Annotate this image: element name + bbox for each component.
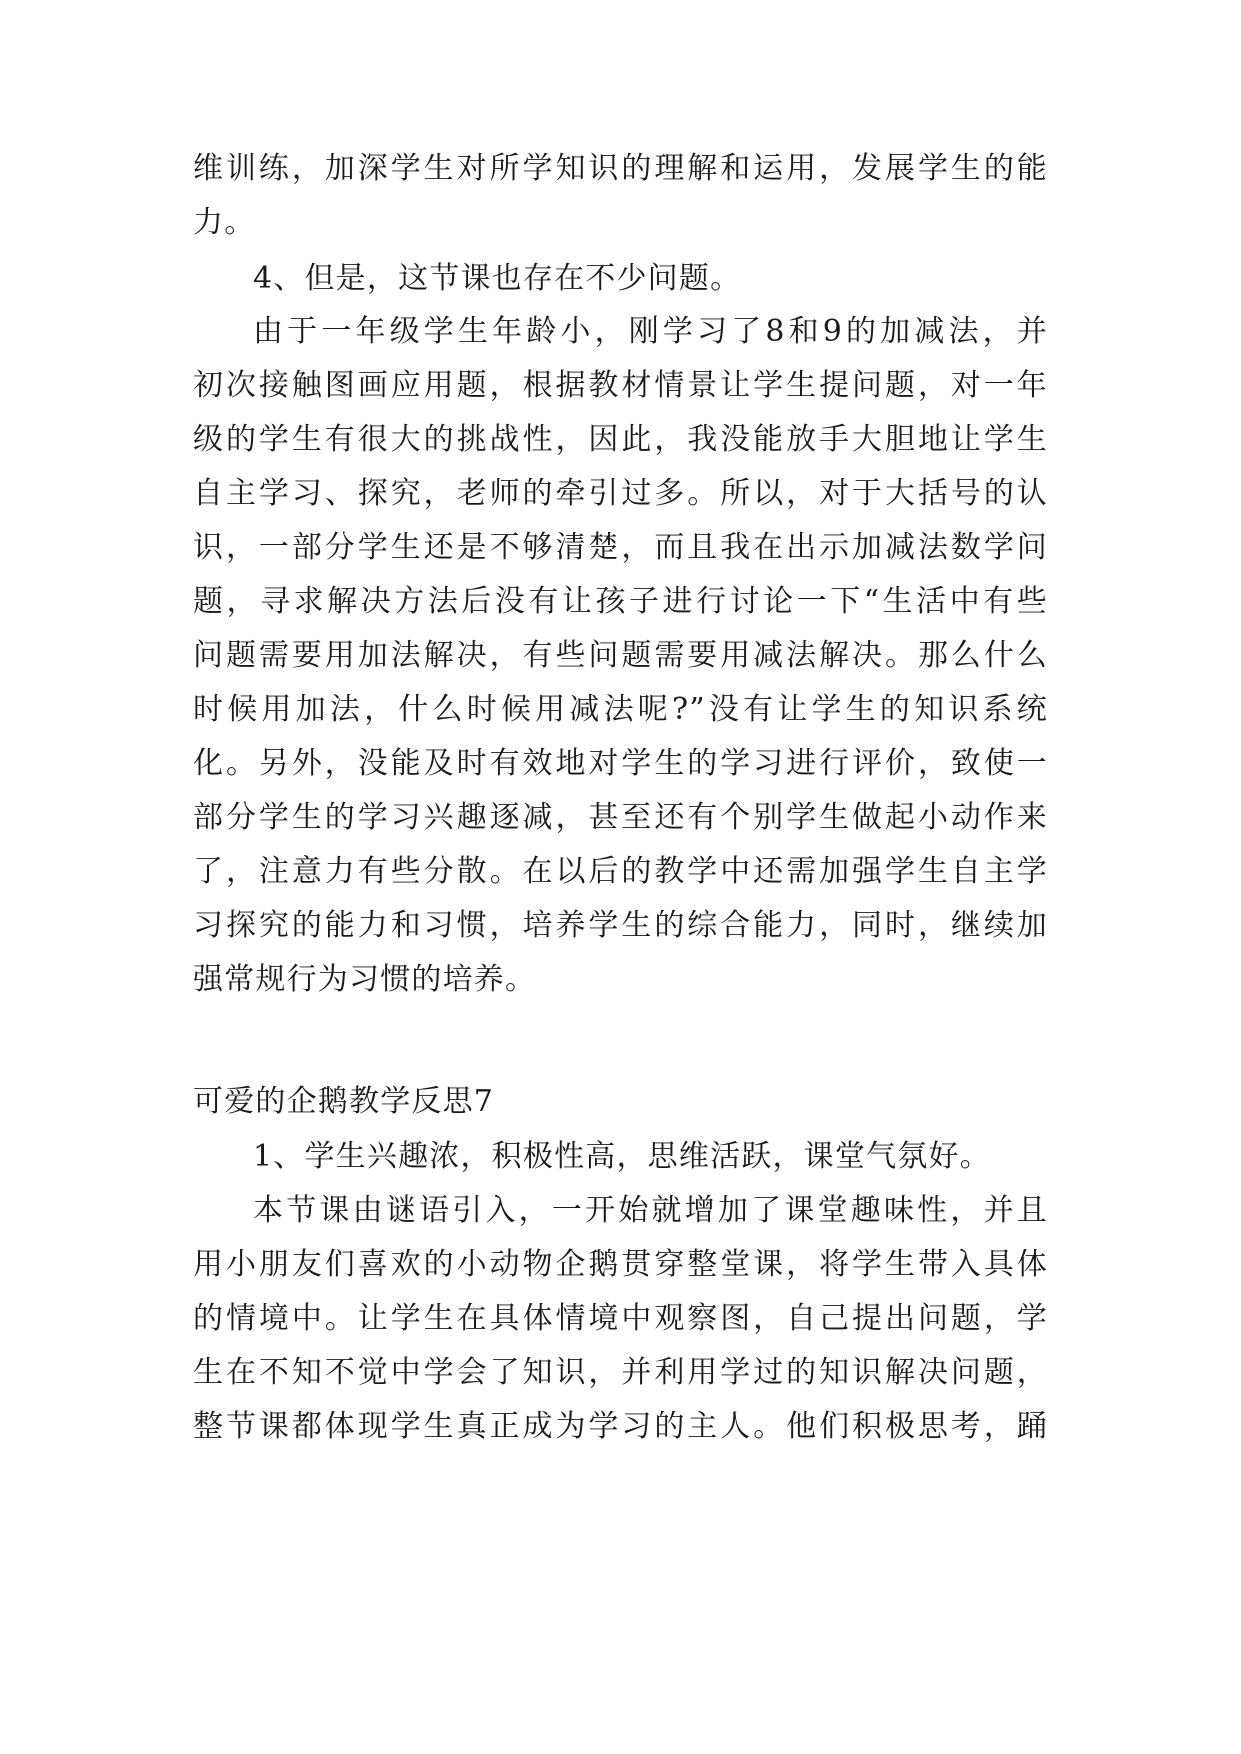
paragraph-line: 部分学生的学习兴趣逐减，甚至还有个别学生做起小动作来: [193, 800, 1048, 835]
paragraph-line: 由于一年级学生年龄小，刚学习了8和9的加减法，并: [253, 314, 1048, 349]
paragraph-line: 维训练，加深学生对所学知识的理解和运用，发展学生的能: [193, 151, 1048, 186]
paragraph-line: 生在不知不觉中学会了知识，并利用学过的知识解决问题，: [193, 1355, 1048, 1390]
point-heading: 1、学生兴趣浓，积极性高，思维活跃，课堂气氛好。: [253, 1139, 991, 1174]
paragraph-line: 强常规行为习惯的培养。: [193, 962, 537, 997]
paragraph-line: 用小朋友们喜欢的小动物企鹅贯穿整堂课，将学生带入具体: [193, 1247, 1048, 1282]
paragraph-line: 初次接触图画应用题，根据教材情景让学生提问题，对一年: [193, 368, 1048, 403]
paragraph-line: 了，注意力有些分散。在以后的教学中还需加强学生自主学: [193, 854, 1048, 889]
section-title: 可爱的企鹅教学反思7: [193, 1084, 495, 1119]
paragraph-line: 化。另外，没能及时有效地对学生的学习进行评价，致使一: [193, 746, 1048, 781]
paragraph-line: 习探究的能力和习惯，培养学生的综合能力，同时，继续加: [193, 908, 1048, 943]
paragraph-line: 时候用加法，什么时候用减法呢?”没有让学生的知识系统: [193, 692, 1048, 727]
paragraph-line: 本节课由谜语引入，一开始就增加了课堂趣味性，并且: [253, 1193, 1048, 1228]
point-heading: 4、但是，这节课也存在不少问题。: [253, 261, 742, 296]
paragraph-line: 级的学生有很大的挑战性，因此，我没能放手大胆地让学生: [193, 422, 1048, 457]
paragraph-line: 自主学习、探究，老师的牵引过多。所以，对于大括号的认: [193, 476, 1048, 511]
paragraph-line: 整节课都体现学生真正成为学习的主人。他们积极思考，踊: [193, 1409, 1048, 1444]
paragraph-line: 题，寻求解决方法后没有让孩子进行讨论一下“生活中有些: [193, 584, 1048, 619]
paragraph-line: 的情境中。让学生在具体情境中观察图，自己提出问题，学: [193, 1301, 1048, 1336]
paragraph-line: 识，一部分学生还是不够清楚，而且我在出示加减法数学问: [193, 530, 1048, 565]
paragraph-line: 力。: [193, 205, 256, 240]
paragraph-line: 问题需要用加法解决，有些问题需要用减法解决。那么什么: [193, 638, 1048, 673]
